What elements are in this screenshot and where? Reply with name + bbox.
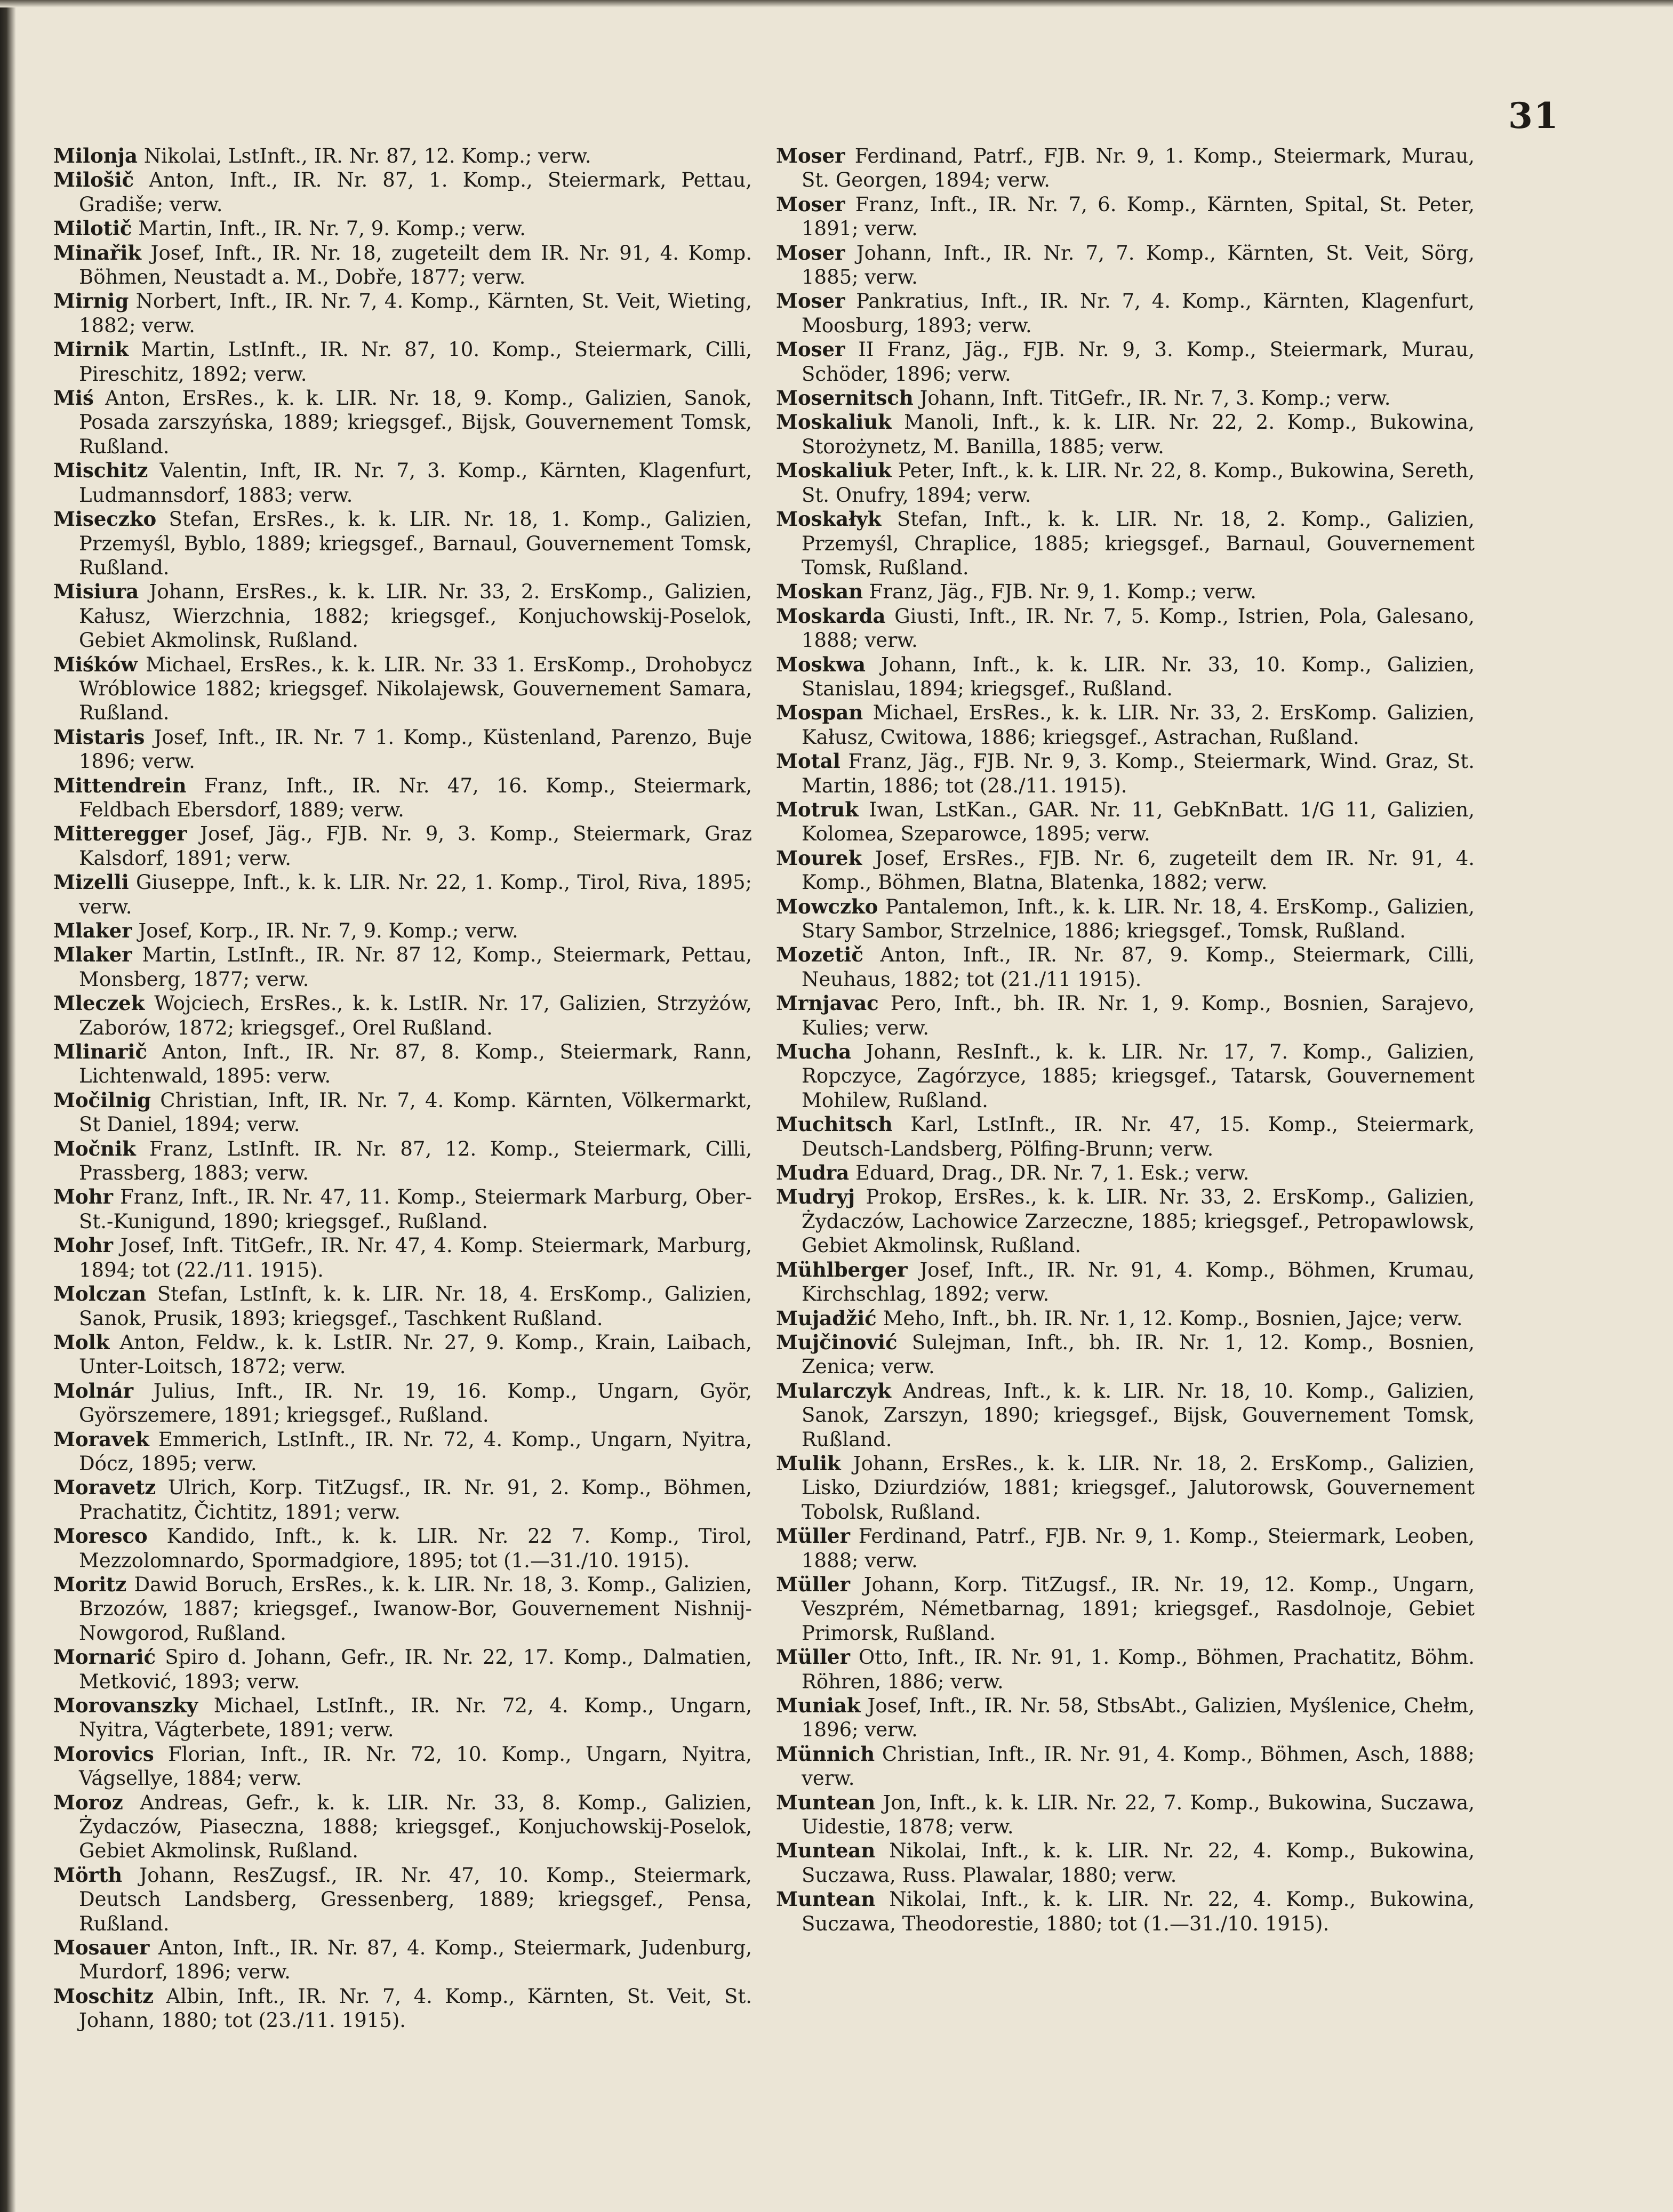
entry-details: Pankratius, Inft., IR. Nr. 7, 4. Komp., Kärnten, Klagenfurt, Moosburg, 1893; verw. xyxy=(802,290,1475,337)
entry-surname: Molk xyxy=(53,1330,110,1354)
entry-surname: Morovics xyxy=(53,1742,154,1766)
entry-surname: Mlaker xyxy=(53,919,132,942)
entry-details: Otto, Inft., IR. Nr. 91, 1. Komp., Böhmen, Prachatitz, Böhm. Röhren, 1886; verw. xyxy=(802,1646,1475,1693)
list-entry xyxy=(776,410,1475,459)
entry-details: Christian, Inft, IR. Nr. 7, 4. Komp. Kärnten, Völkermarkt, St Daniel, 1894; verw. xyxy=(79,1088,752,1136)
entry-details: Josef, Inft., IR. Nr. 7 1. Komp., Küstenland, Parenzo, Buje 1896; verw. xyxy=(79,725,752,773)
list-entry xyxy=(776,1887,1475,1936)
entry-details: Emmerich, LstInft., IR. Nr. 72, 4. Komp., Ungarn, Nyitra, Dócz, 1895; verw. xyxy=(79,1428,752,1475)
entry-surname: Molnár xyxy=(53,1379,134,1402)
list-entry xyxy=(776,241,1475,290)
entry-details: II Franz, Jäg., FJB. Nr. 9, 3. Komp., Steiermark, Murau, Schöder, 1896; verw. xyxy=(802,338,1475,386)
entry-surname: Mühlberger xyxy=(776,1257,908,1281)
list-entry xyxy=(53,822,752,870)
list-entry xyxy=(776,1452,1475,1524)
list-entry xyxy=(53,1742,752,1791)
entry-surname: Mospan xyxy=(776,701,863,725)
list-entry xyxy=(53,507,752,580)
list-entry xyxy=(53,241,752,290)
entry-details: Pero, Inft., bh. IR. Nr. 1, 9. Komp., Bosnien, Sarajevo, Kulies; verw. xyxy=(802,992,1475,1039)
entry-details: Franz, LstInft. IR. Nr. 87, 12. Komp., Steiermark, Cilli, Prassberg, 1883; verw. xyxy=(79,1137,752,1185)
entry-surname: Milošič xyxy=(53,168,134,192)
list-entry xyxy=(53,1476,752,1524)
list-entry xyxy=(776,1791,1475,1839)
list-entry xyxy=(776,1112,1475,1161)
entry-details: Ferdinand, Patrf., FJB. Nr. 9, 1. Komp., Steiermark, Leoben, 1888; verw. xyxy=(802,1525,1475,1572)
entry-surname: Moskarda xyxy=(776,604,886,628)
entry-surname: Miś xyxy=(53,386,94,410)
entry-surname: Muntean xyxy=(776,1839,876,1863)
list-entry xyxy=(776,991,1475,1040)
entry-surname: Mudryj xyxy=(776,1185,855,1209)
entry-surname: Milonja xyxy=(53,144,138,167)
entry-surname: Mittendrein xyxy=(53,773,187,797)
entry-surname: Molczan xyxy=(53,1282,147,1306)
entry-surname: Mlaker xyxy=(53,943,132,967)
entry-details: Franz, Inft., IR. Nr. 47, 16. Komp., Steiermark, Feldbach Ebersdorf, 1889; verw. xyxy=(79,774,752,821)
entry-details: Spiro d. Johann, Gefr., IR. Nr. 22, 17. Komp., Dalmatien, Metković, 1893; verw. xyxy=(79,1646,752,1693)
entry-surname: Mirnig xyxy=(53,289,129,313)
entry-details: Andreas, Gefr., k. k. LIR. Nr. 33, 8. Komp., Galizien, Żydaczów, Piaseczna, 1888; kriegsgef., Konjuchowskij-Poselok, Gebiet Akmolinsk, Rußland. xyxy=(79,1791,752,1863)
list-entry xyxy=(53,168,752,217)
entry-details: Johann, ErsRes., k. k. LIR. Nr. 18, 2. ErsKomp., Galizien, Lisko, Dziurdziów, 1881; kriegsgef., Jalutorowsk, Gouvernement Tobolsk, Rußland. xyxy=(802,1452,1475,1524)
entry-details: Albin, Inft., IR. Nr. 7, 4. Komp., Kärnten, St. Veit, St. Johann, 1880; tot (23./11. 1915). xyxy=(79,1984,752,2032)
entry-details: Peter, Inft., k. k. LIR. Nr. 22, 8. Komp., Bukowina, Sereth, St. Onufry, 1894; verw. xyxy=(802,459,1475,507)
list-entry xyxy=(53,386,752,459)
entry-details: Johann, Korp. TitZugsf., IR. Nr. 19, 12. Komp., Ungarn, Veszprém, Németbarnag, 1891; kriegsgef., Rasdolnoje, Gebiet Primorsk, Rußland. xyxy=(802,1573,1475,1645)
entry-surname: Mudra xyxy=(776,1161,850,1185)
entry-surname: Muntean xyxy=(776,1887,876,1911)
entry-surname: Moresco xyxy=(53,1524,148,1548)
entry-details: Pantalemon, Inft., k. k. LIR. Nr. 18, 4. ErsKomp., Galizien, Stary Sambor, Strzelnice, 1886; kriegsgef., Tomsk, Rußland. xyxy=(802,895,1475,942)
entry-details: Johann, Inft., k. k. LIR. Nr. 33, 10. Komp., Galizien, Stanislau, 1894; kriegsgef., Rußland. xyxy=(802,653,1475,700)
entry-surname: Mlinarič xyxy=(53,1040,148,1064)
list-entry xyxy=(776,144,1475,193)
list-entry xyxy=(53,1984,752,2033)
list-entry xyxy=(776,1379,1475,1452)
entry-surname: Münnich xyxy=(776,1742,875,1766)
entry-surname: Moskałyk xyxy=(776,507,882,531)
list-entry xyxy=(776,1258,1475,1307)
list-entry xyxy=(53,338,752,386)
entry-details: Kandido, Inft., k. k. LIR. Nr. 22 7. Komp., Tirol, Mezzolomnardo, Spormadgiore, 1895; tot (1.—31./10. 1915). xyxy=(79,1525,752,1572)
entry-details: Ulrich, Korp. TitZugsf., IR. Nr. 91, 2. Komp., Böhmen, Prachatitz, Čichtitz, 1891; verw. xyxy=(79,1476,752,1524)
list-entry xyxy=(53,1282,752,1331)
entry-surname: Moravetz xyxy=(53,1476,156,1500)
entry-details: Michael, LstInft., IR. Nr. 72, 4. Komp., Ungarn, Nyitra, Vágterbete, 1891; verw. xyxy=(79,1694,752,1742)
list-entry xyxy=(776,1573,1475,1645)
entry-surname: Moskwa xyxy=(776,652,866,676)
right-column xyxy=(776,144,1475,1936)
entry-details: Christian, Inft., IR. Nr. 91, 4. Komp., Böhmen, Asch, 1888; verw. xyxy=(802,1742,1475,1790)
entry-details: Prokop, ErsRes., k. k. LIR. Nr. 33, 2. ErsKomp., Galizien, Żydaczów, Lachowice Zarzeczne, 1885; kriegsgef., Petropawlowsk, Gebiet Akmolinsk, Rußland. xyxy=(802,1185,1475,1257)
list-entry xyxy=(53,1040,752,1088)
entry-details: Eduard, Drag., DR. Nr. 7, 1. Esk.; verw. xyxy=(849,1161,1250,1185)
entry-surname: Mulik xyxy=(776,1451,841,1475)
list-entry xyxy=(53,289,752,338)
entry-surname: Moskaliuk xyxy=(776,459,892,483)
list-entry xyxy=(53,725,752,774)
entry-surname: Moser xyxy=(776,144,845,167)
entry-details: Josef, Inft. TitGefr., IR. Nr. 47, 4. Komp. Steiermark, Marburg, 1894; tot (22./11. 1915). xyxy=(79,1234,752,1281)
entry-details: Anton, Inft., IR. Nr. 87, 1. Komp., Steiermark, Pettau, Gradiše; verw. xyxy=(79,169,752,216)
entry-details: Johann, ErsRes., k. k. LIR. Nr. 33, 2. ErsKomp., Galizien, Kałusz, Wierzchnia, 1882; kriegsgef., Konjuchowskij-Poselok, Gebiet Akmolinsk, Rußland. xyxy=(79,580,752,652)
list-entry xyxy=(776,653,1475,701)
list-entry xyxy=(776,1040,1475,1112)
entry-details: Anton, Inft., IR. Nr. 87, 9. Komp., Steiermark, Cilli, Neuhaus, 1882; tot (21./11 1915). xyxy=(802,943,1475,991)
entry-details: Nikolai, Inft., k. k. LIR. Nr. 22, 4. Komp., Bukowina, Suczawa, Theodorestie, 1880; tot (1.—31./10. 1915). xyxy=(802,1888,1475,1935)
entry-surname: Moschitz xyxy=(53,1984,154,2008)
entry-surname: Mirnik xyxy=(53,338,129,362)
list-entry xyxy=(776,749,1475,798)
list-entry xyxy=(53,1863,752,1936)
entry-details: Giuseppe, Inft., k. k. LIR. Nr. 22, 1. Komp., Tirol, Riva, 1895; verw. xyxy=(79,871,752,918)
entry-details: Johann, Inft. TitGefr., IR. Nr. 7, 3. Komp.; verw. xyxy=(913,387,1391,410)
entry-surname: Morovanszky xyxy=(53,1694,198,1717)
entry-details: Stefan, ErsRes., k. k. LIR. Nr. 18, 1. Komp., Galizien, Przemyśl, Byblo, 1889; kriegsgef., Barnaul, Gouvernement Tomsk, Rußland. xyxy=(79,508,752,579)
entry-details: Julius, Inft., IR. Nr. 19, 16. Komp., Ungarn, Györ, Györszemere, 1891; kriegsgef., Rußland. xyxy=(79,1379,752,1427)
entry-details: Valentin, Inft, IR. Nr. 7, 3. Komp., Kärnten, Klagenfurt, Ludmannsdorf, 1883; verw. xyxy=(79,459,752,507)
entry-surname: Mörth xyxy=(53,1863,123,1887)
list-entry xyxy=(53,774,752,822)
entry-details: Franz, Jäg., FJB. Nr. 9, 1. Komp.; verw. xyxy=(862,580,1256,604)
entry-details: Johann, ResInft., k. k. LIR. Nr. 17, 7. Komp., Galizien, Ropczyce, Zagórzyce, 1885; kriegsgef., Tatarsk, Gouvernement Mohilew, Rußland. xyxy=(802,1040,1475,1112)
list-entry xyxy=(776,1185,1475,1257)
list-entry xyxy=(776,580,1475,604)
list-entry xyxy=(53,144,752,168)
entry-surname: Mischitz xyxy=(53,459,148,483)
entry-details: Franz, Jäg., FJB. Nr. 9, 3. Komp., Steiermark, Wind. Graz, St. Martin, 1886; tot (28./11. 1915). xyxy=(802,750,1475,797)
list-entry xyxy=(776,1839,1475,1887)
entry-details: Martin, LstInft., IR. Nr. 87 12, Komp., Steiermark, Pettau, Monsberg, 1877; verw. xyxy=(79,943,752,991)
entry-details: Nikolai, LstInft., IR. Nr. 87, 12. Komp.; verw. xyxy=(138,145,591,167)
entry-details: Meho, Inft., bh. IR. Nr. 1, 12. Komp., Bosnien, Jajce; verw. xyxy=(876,1307,1463,1330)
left-column xyxy=(53,144,752,2033)
list-entry xyxy=(53,1379,752,1428)
entry-details: Nikolai, Inft., k. k. LIR. Nr. 22, 4. Komp., Bukowina, Suczawa, Russ. Plawalar, 1880; verw. xyxy=(802,1839,1475,1887)
entry-details: Josef, Jäg., FJB. Nr. 9, 3. Komp., Steiermark, Graz Kalsdorf, 1891; verw. xyxy=(79,822,752,870)
entry-details: Michael, ErsRes., k. k. LIR. Nr. 33, 2. ErsKomp. Galizien, Kałusz, Cwitowa, 1886; kriegsgef., Astrachan, Rußland. xyxy=(802,701,1475,749)
list-entry xyxy=(776,1524,1475,1573)
entry-details: Dawid Boruch, ErsRes., k. k. LIR. Nr. 18, 3. Komp., Galizien, Brzozów, 1887; kriegsgef., Iwanow-Bor, Gouvernement Nishnij-Nowgorod, Rußland. xyxy=(79,1573,752,1645)
list-entry xyxy=(53,1088,752,1137)
entry-details: Johann, Inft., IR. Nr. 7, 7. Komp., Kärnten, St. Veit, Sörg, 1885; verw. xyxy=(802,241,1475,289)
entry-details: Iwan, LstKan., GAR. Nr. 11, GebKnBatt. 1/G 11, Galizien, Kolomea, Szeparowce, 1895; verw. xyxy=(802,798,1475,846)
list-entry xyxy=(53,919,752,943)
entry-details: Josef, Inft., IR. Nr. 18, zugeteilt dem IR. Nr. 91, 4. Komp. Böhmen, Neustadt a. M., Dobře, 1877; verw. xyxy=(79,241,752,289)
entry-surname: Moroz xyxy=(53,1790,123,1814)
entry-surname: Moser xyxy=(776,289,845,313)
entry-details: Josef, ErsRes., FJB. Nr. 6, zugeteilt dem IR. Nr. 91, 4. Komp., Böhmen, Blatna, Blatenka, 1882; verw. xyxy=(802,846,1475,894)
list-entry xyxy=(776,846,1475,895)
entry-surname: Mizelli xyxy=(53,870,129,894)
entry-surname: Moser xyxy=(776,338,845,362)
entry-details: Andreas, Inft., k. k. LIR. Nr. 18, 10. Komp., Galizien, Sanok, Zarszyn, 1890; kriegsgef., Bijsk, Gouvernement Tomsk, Rußland. xyxy=(802,1379,1475,1451)
entry-surname: Muniak xyxy=(776,1694,861,1717)
list-entry xyxy=(53,580,752,652)
list-entry xyxy=(776,193,1475,241)
list-entry xyxy=(53,1524,752,1573)
list-entry xyxy=(53,943,752,991)
list-entry xyxy=(776,338,1475,386)
list-entry xyxy=(776,701,1475,749)
entry-details: Manoli, Inft., k. k. LIR. Nr. 22, 2. Komp., Bukowina, Storożynetz, M. Banilla, 1885; verw. xyxy=(802,411,1475,458)
entry-surname: Mosernitsch xyxy=(776,386,914,410)
list-entry xyxy=(776,289,1475,338)
entry-surname: Minařik xyxy=(53,241,142,265)
entry-details: Martin, Inft., IR. Nr. 7, 9. Komp.; verw. xyxy=(132,217,526,241)
list-entry xyxy=(776,1307,1475,1331)
entry-details: Karl, LstInft., IR. Nr. 47, 15. Komp., Steiermark, Deutsch-Landsberg, Pölfing-Brunn; verw. xyxy=(802,1113,1475,1160)
entry-details: Jon, Inft., k. k. LIR. Nr. 22, 7. Komp., Bukowina, Suczawa, Uidestie, 1878; verw. xyxy=(802,1791,1475,1839)
list-entry xyxy=(776,386,1475,410)
entry-details: Anton, Inft., IR. Nr. 87, 4. Komp., Steiermark, Judenburg, Murdorf, 1896; verw. xyxy=(79,1936,752,1984)
entry-details: Josef, Korp., IR. Nr. 7, 9. Komp.; verw. xyxy=(132,919,518,942)
list-entry xyxy=(776,1694,1475,1742)
entry-surname: Mujadžić xyxy=(776,1306,877,1330)
list-entry xyxy=(776,895,1475,943)
entry-surname: Močilnig xyxy=(53,1088,151,1112)
entry-surname: Motal xyxy=(776,749,840,773)
list-entry xyxy=(776,1742,1475,1791)
entry-surname: Moser xyxy=(776,192,845,216)
entry-details: Michael, ErsRes., k. k. LIR. Nr. 33 1. ErsKomp., Drohobycz Wróblowice 1882; kriegsgef. Nikolajewsk, Gouvernement Samara, Rußland. xyxy=(79,653,752,725)
entry-surname: Mohr xyxy=(53,1233,114,1257)
entry-surname: Mistaris xyxy=(53,725,145,749)
entry-details: Franz, Inft., IR. Nr. 47, 11. Komp., Steiermark Marburg, Ober-St.-Kunigund, 1890; kriegsgef., Rußland. xyxy=(79,1185,752,1233)
entry-details: Anton, ErsRes., k. k. LIR. Nr. 18, 9. Komp., Galizien, Sanok, Posada zarszyńska, 1889; kriegsgef., Bijsk, Gouvernement Tomsk, Rußland. xyxy=(79,387,752,458)
entry-details: Martin, LstInft., IR. Nr. 87, 10. Komp., Steiermark, Cilli, Pireschitz, 1892; verw. xyxy=(79,338,752,386)
list-entry xyxy=(53,1137,752,1185)
entry-details: Florian, Inft., IR. Nr. 72, 10. Komp., Ungarn, Nyitra, Vágsellye, 1884; verw. xyxy=(79,1742,752,1790)
entry-details: Sulejman, Inft., bh. IR. Nr. 1, 12. Komp., Bosnien, Zenica; verw. xyxy=(802,1331,1475,1379)
entry-surname: Moskaliuk xyxy=(776,410,892,434)
list-entry xyxy=(53,1573,752,1645)
scan-edge-left xyxy=(0,0,16,2212)
entry-surname: Mitteregger xyxy=(53,822,187,846)
list-entry xyxy=(776,1331,1475,1379)
list-entry xyxy=(53,1645,752,1694)
entry-surname: Müller xyxy=(776,1572,851,1596)
entry-surname: Mleczek xyxy=(53,991,145,1015)
entry-surname: Muchitsch xyxy=(776,1112,893,1136)
entry-surname: Moravek xyxy=(53,1427,149,1451)
list-entry xyxy=(776,943,1475,991)
scan-edge-top xyxy=(0,0,1673,7)
entry-details: Wojciech, ErsRes., k. k. LstIR. Nr. 17, Galizien, Strzyżów, Zaborów, 1872; kriegsgef., Orel Rußland. xyxy=(79,992,752,1039)
entry-details: Josef, Inft., IR. Nr. 58, StbsAbt., Galizien, Myślenice, Chełm, 1896; verw. xyxy=(802,1694,1475,1742)
list-entry xyxy=(776,459,1475,507)
list-entry xyxy=(776,798,1475,846)
list-entry xyxy=(53,1233,752,1282)
list-entry xyxy=(53,653,752,725)
entry-surname: Mosauer xyxy=(53,1936,150,1960)
entry-surname: Miśków xyxy=(53,652,138,676)
entry-surname: Mucha xyxy=(776,1040,852,1064)
list-entry xyxy=(53,1694,752,1742)
entry-surname: Mularczyk xyxy=(776,1379,892,1402)
entry-surname: Milotič xyxy=(53,217,132,241)
entry-surname: Motruk xyxy=(776,797,859,821)
entry-details: Stefan, LstInft, k. k. LIR. Nr. 18, 4. ErsKomp., Galizien, Sanok, Prusik, 1893; kriegsgef., Taschkent Rußland. xyxy=(79,1283,752,1330)
entry-surname: Misiura xyxy=(53,580,139,604)
entry-details: Giusti, Inft., IR. Nr. 7, 5. Komp., Istrien, Pola, Galesano, 1888; verw. xyxy=(802,604,1475,652)
entry-details: Ferdinand, Patrf., FJB. Nr. 9, 1. Komp., Steiermark, Murau, St. Georgen, 1894; verw. xyxy=(802,145,1475,192)
list-entry xyxy=(776,1161,1475,1185)
entry-details: Josef, Inft., IR. Nr. 91, 4. Komp., Böhmen, Krumau, Kirchschlag, 1892; verw. xyxy=(802,1258,1475,1306)
entry-details: Stefan, Inft., k. k. LIR. Nr. 18, 2. Komp., Galizien, Przemyśl, Chraplice, 1885; kriegsgef., Barnaul, Gouvernement Tomsk, Rußland. xyxy=(802,508,1475,579)
entry-surname: Mujčinović xyxy=(776,1330,898,1354)
list-entry xyxy=(53,1428,752,1476)
entry-details: Norbert, Inft., IR. Nr. 7, 4. Komp., Kärnten, St. Veit, Wieting, 1882; verw. xyxy=(79,290,752,337)
entry-details: Anton, Inft., IR. Nr. 87, 8. Komp., Steiermark, Rann, Lichtenwald, 1895: verw. xyxy=(79,1040,752,1088)
entry-surname: Müller xyxy=(776,1645,851,1669)
entry-surname: Müller xyxy=(776,1524,851,1548)
entry-surname: Mozetič xyxy=(776,943,863,967)
entry-surname: Moritz xyxy=(53,1572,127,1596)
entry-surname: Mohr xyxy=(53,1185,114,1209)
list-entry xyxy=(53,1331,752,1379)
entry-details: Johann, ResZugsf., IR. Nr. 47, 10. Komp., Steiermark, Deutsch Landsberg, Gressenberg, 1889; kriegsgef., Pensa, Rußland. xyxy=(79,1863,752,1935)
entry-surname: Mowczko xyxy=(776,894,878,918)
entry-surname: Mourek xyxy=(776,846,862,870)
list-entry xyxy=(776,507,1475,580)
page-number: 31 xyxy=(1508,95,1559,137)
list-entry xyxy=(776,604,1475,653)
entry-surname: Mrnjavac xyxy=(776,991,879,1015)
entry-surname: Miseczko xyxy=(53,507,157,531)
entry-surname: Mornarić xyxy=(53,1645,156,1669)
list-entry xyxy=(53,1185,752,1233)
entry-surname: Močnik xyxy=(53,1136,136,1160)
list-entry xyxy=(53,459,752,507)
list-entry xyxy=(53,217,752,241)
list-entry xyxy=(53,1936,752,1984)
list-entry xyxy=(53,991,752,1040)
entry-surname: Moskan xyxy=(776,580,863,604)
list-entry xyxy=(53,1791,752,1863)
entry-surname: Muntean xyxy=(776,1790,876,1814)
entry-details: Franz, Inft., IR. Nr. 7, 6. Komp., Kärnten, Spital, St. Peter, 1891; verw. xyxy=(802,193,1475,241)
list-entry xyxy=(776,1645,1475,1694)
list-entry xyxy=(53,870,752,919)
entry-surname: Moser xyxy=(776,241,845,265)
entry-details: Anton, Feldw., k. k. LstIR. Nr. 27, 9. Komp., Krain, Laibach, Unter-Loitsch, 1872; verw. xyxy=(79,1331,752,1379)
